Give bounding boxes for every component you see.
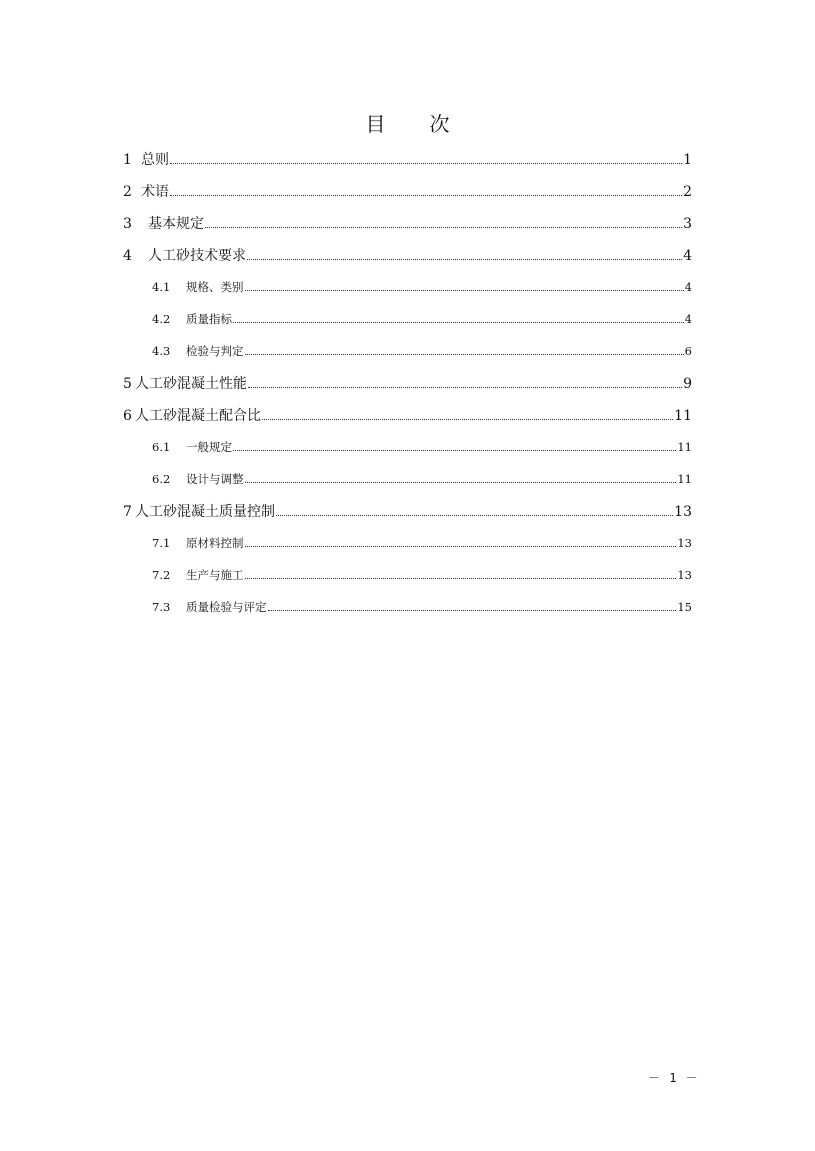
toc-entry-page: 11 <box>677 440 692 454</box>
toc-entry-label: 生产与施工 <box>186 568 244 582</box>
toc-entry-number: 1 <box>123 152 132 168</box>
toc-entry-page: 11 <box>677 472 692 486</box>
toc-leader <box>205 226 682 228</box>
toc-entry-6-2[interactable] <box>152 471 692 487</box>
toc-leader <box>245 289 684 291</box>
toc-entry-page: 13 <box>674 504 692 520</box>
toc-title-part2: 次 <box>429 112 450 136</box>
toc-entry-number: 7.2 <box>152 568 171 582</box>
toc-entry-page: 9 <box>683 376 692 392</box>
toc-entry-2[interactable] <box>123 181 692 201</box>
toc-entry-label: 总则 <box>141 152 169 168</box>
toc-entry-label: 基本规定 <box>148 216 204 232</box>
toc-entry-label: 人工砂混凝土配合比 <box>135 408 261 424</box>
toc-entry-7[interactable] <box>123 501 692 521</box>
toc-entry-4-2[interactable] <box>152 311 692 327</box>
toc-entry-1[interactable] <box>123 149 692 169</box>
toc-entry-3[interactable] <box>123 213 692 233</box>
toc-leader <box>276 514 673 516</box>
toc-entry-label: 人工砂混凝土性能 <box>135 376 247 392</box>
toc-entry-number: 4.2 <box>152 312 171 326</box>
toc-entry-4[interactable] <box>123 245 692 265</box>
toc-entry-label: 一般规定 <box>186 440 232 454</box>
toc-entry-label: 设计与调整 <box>186 472 244 486</box>
toc-entry-label: 质量检验与评定 <box>186 600 267 614</box>
toc-entry-6[interactable] <box>123 405 692 425</box>
toc-leader <box>170 162 682 164</box>
toc-entry-label: 术语 <box>141 184 169 200</box>
toc-entry-7-3[interactable] <box>152 599 692 615</box>
toc-entry-number: 7 <box>123 504 132 520</box>
toc-leader <box>245 545 677 547</box>
toc-leader <box>262 418 673 420</box>
toc-entry-page: 13 <box>677 568 692 582</box>
toc-title <box>0 108 815 137</box>
toc-title-part1: 目 <box>365 112 386 136</box>
toc-entry-page: 4 <box>684 312 692 326</box>
page-number: － 1 － <box>648 1071 699 1085</box>
toc-entry-5[interactable] <box>123 373 692 393</box>
toc-leader <box>170 194 682 196</box>
toc-leader <box>247 258 682 260</box>
toc-leader <box>245 577 677 579</box>
toc-entry-label: 人工砂技术要求 <box>148 248 246 264</box>
toc-entry-number: 4.1 <box>152 280 171 294</box>
toc-entry-page: 15 <box>677 600 692 614</box>
toc-entry-label: 质量指标 <box>186 312 232 326</box>
toc-entry-6-1[interactable] <box>152 439 692 455</box>
toc-entry-number: 6.1 <box>152 440 171 454</box>
toc-leader <box>268 609 677 611</box>
toc-leader <box>233 321 684 323</box>
toc-entry-7-1[interactable] <box>152 535 692 551</box>
toc-entry-label: 规格、类别 <box>186 280 244 294</box>
toc-leader <box>245 481 677 483</box>
toc-entry-page: 4 <box>683 248 692 264</box>
toc-leader <box>233 449 676 451</box>
toc-entry-number: 7.3 <box>152 600 171 614</box>
toc-entry-number: 4 <box>123 248 132 264</box>
toc-leader <box>245 353 684 355</box>
toc-entry-number: 6 <box>123 408 132 424</box>
toc-entry-page: 13 <box>677 536 692 550</box>
toc-entry-label: 原材料控制 <box>186 536 244 550</box>
toc-entry-number: 5 <box>123 376 132 392</box>
toc-entry-4-3[interactable] <box>152 343 692 359</box>
toc-entry-label: 人工砂混凝土质量控制 <box>135 504 275 520</box>
toc-entry-page: 6 <box>684 344 692 358</box>
toc-entry-number: 2 <box>123 184 132 200</box>
toc-entry-page: 3 <box>683 216 692 232</box>
toc-entry-page: 11 <box>674 408 692 424</box>
toc-entry-number: 4.3 <box>152 344 171 358</box>
toc-entry-label: 检验与判定 <box>186 344 244 358</box>
toc-entry-page: 4 <box>684 280 692 294</box>
toc-entry-number: 6.2 <box>152 472 171 486</box>
toc-entry-number: 7.1 <box>152 536 171 550</box>
toc-entry-7-2[interactable] <box>152 567 692 583</box>
toc-entry-page: 1 <box>683 152 692 168</box>
toc-entry-page: 2 <box>683 184 692 200</box>
toc-leader <box>248 386 682 388</box>
toc-entry-4-1[interactable] <box>152 279 692 295</box>
toc-entry-number: 3 <box>123 216 132 232</box>
